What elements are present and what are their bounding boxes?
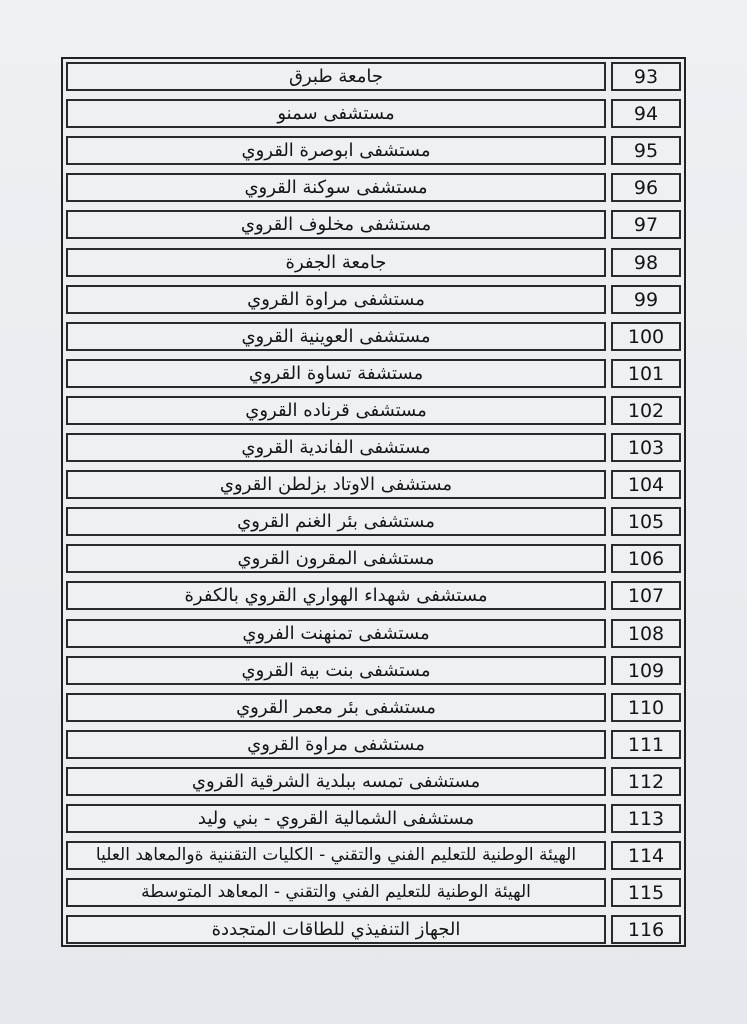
table-row xyxy=(63,541,684,578)
table-row xyxy=(63,875,684,912)
table-row xyxy=(63,616,684,653)
entity-name-cell: مستشفى الفاندية القروي xyxy=(66,433,606,462)
table-row xyxy=(63,245,684,282)
entity-name-cell: مستشفى تمسه ببلدية الشرقية القروي xyxy=(66,767,606,796)
table-row xyxy=(63,59,684,96)
table-row xyxy=(63,319,684,356)
table-row xyxy=(63,96,684,133)
row-number-cell: 105 xyxy=(611,507,681,536)
row-number-cell: 113 xyxy=(611,804,681,833)
entity-name-cell: الهيئة الوطنية للتعليم الفني والتقني - المعاهد المتوسطة xyxy=(66,878,606,907)
entity-name-cell: مستشفى تمنهنت الفروي xyxy=(66,619,606,648)
row-number-cell: 94 xyxy=(611,99,681,128)
entity-name-cell: جامعة الجفرة xyxy=(66,248,606,277)
table-row xyxy=(63,356,684,393)
entity-name-cell: جامعة طبرق xyxy=(66,62,606,91)
row-number-cell: 109 xyxy=(611,656,681,685)
row-number-cell: 116 xyxy=(611,915,681,944)
entity-name-cell: مستشفى بئر معمر القروي xyxy=(66,693,606,722)
table-row xyxy=(63,467,684,504)
table-row xyxy=(63,133,684,170)
entity-name-cell: مستشفى العوينية القروي xyxy=(66,322,606,351)
table-row xyxy=(63,764,684,801)
table-row xyxy=(63,170,684,207)
row-number-cell: 104 xyxy=(611,470,681,499)
entity-name-cell: مستشفى مراوة القروي xyxy=(66,285,606,314)
table-row xyxy=(63,282,684,319)
row-number-cell: 112 xyxy=(611,767,681,796)
table-row xyxy=(63,653,684,690)
entity-name-cell: مستشفى مخلوف القروي xyxy=(66,210,606,239)
row-number-cell: 103 xyxy=(611,433,681,462)
row-number-cell: 114 xyxy=(611,841,681,870)
entity-name-cell: الجهاز التنفيذي للطاقات المتجددة xyxy=(66,915,606,944)
entity-name-cell: مستشفى بنت بية القروي xyxy=(66,656,606,685)
row-number-cell: 115 xyxy=(611,878,681,907)
entity-name-cell: مستشفى الاوتاد بزلطن القروي xyxy=(66,470,606,499)
entity-name-cell: مستشفى قرناده القروي xyxy=(66,396,606,425)
entity-name-cell: مستشفى سوكنة القروي xyxy=(66,173,606,202)
entity-name-cell: مستشفة تساوة القروي xyxy=(66,359,606,388)
table-row xyxy=(63,578,684,615)
table-row xyxy=(63,430,684,467)
table-row xyxy=(63,504,684,541)
table-row xyxy=(63,690,684,727)
row-number-cell: 102 xyxy=(611,396,681,425)
entity-name-cell: مستشفى الشمالية القروي - بني وليد xyxy=(66,804,606,833)
row-number-cell: 106 xyxy=(611,544,681,573)
entity-name-cell: مستشفى مراوة القروي xyxy=(66,730,606,759)
row-number-cell: 96 xyxy=(611,173,681,202)
row-number-cell: 95 xyxy=(611,136,681,165)
entity-name-cell: مستشفى المقرون القروي xyxy=(66,544,606,573)
row-number-cell: 107 xyxy=(611,581,681,610)
entity-name-cell: الهيئة الوطنية للتعليم الفني والتقني - الكليات التقننية ةوالمعاهد العليا xyxy=(66,841,606,870)
row-number-cell: 110 xyxy=(611,693,681,722)
row-number-cell: 101 xyxy=(611,359,681,388)
row-number-cell: 99 xyxy=(611,285,681,314)
table-row xyxy=(63,801,684,838)
table-row xyxy=(63,393,684,430)
row-number-cell: 93 xyxy=(611,62,681,91)
entity-name-cell: مستشفى شهداء الهواري القروي بالكفرة xyxy=(66,581,606,610)
table-row xyxy=(63,912,684,949)
row-number-cell: 108 xyxy=(611,619,681,648)
row-number-cell: 100 xyxy=(611,322,681,351)
entity-name-cell: مستشفى ابوصرة القروي xyxy=(66,136,606,165)
row-number-cell: 97 xyxy=(611,210,681,239)
table-row xyxy=(63,727,684,764)
entity-name-cell: مستشفى بئر الغنم القروي xyxy=(66,507,606,536)
table-row xyxy=(63,838,684,875)
table-row xyxy=(63,207,684,244)
row-number-cell: 98 xyxy=(611,248,681,277)
entity-name-cell: مستشفى سمنو xyxy=(66,99,606,128)
entities-table xyxy=(61,57,686,947)
row-number-cell: 111 xyxy=(611,730,681,759)
